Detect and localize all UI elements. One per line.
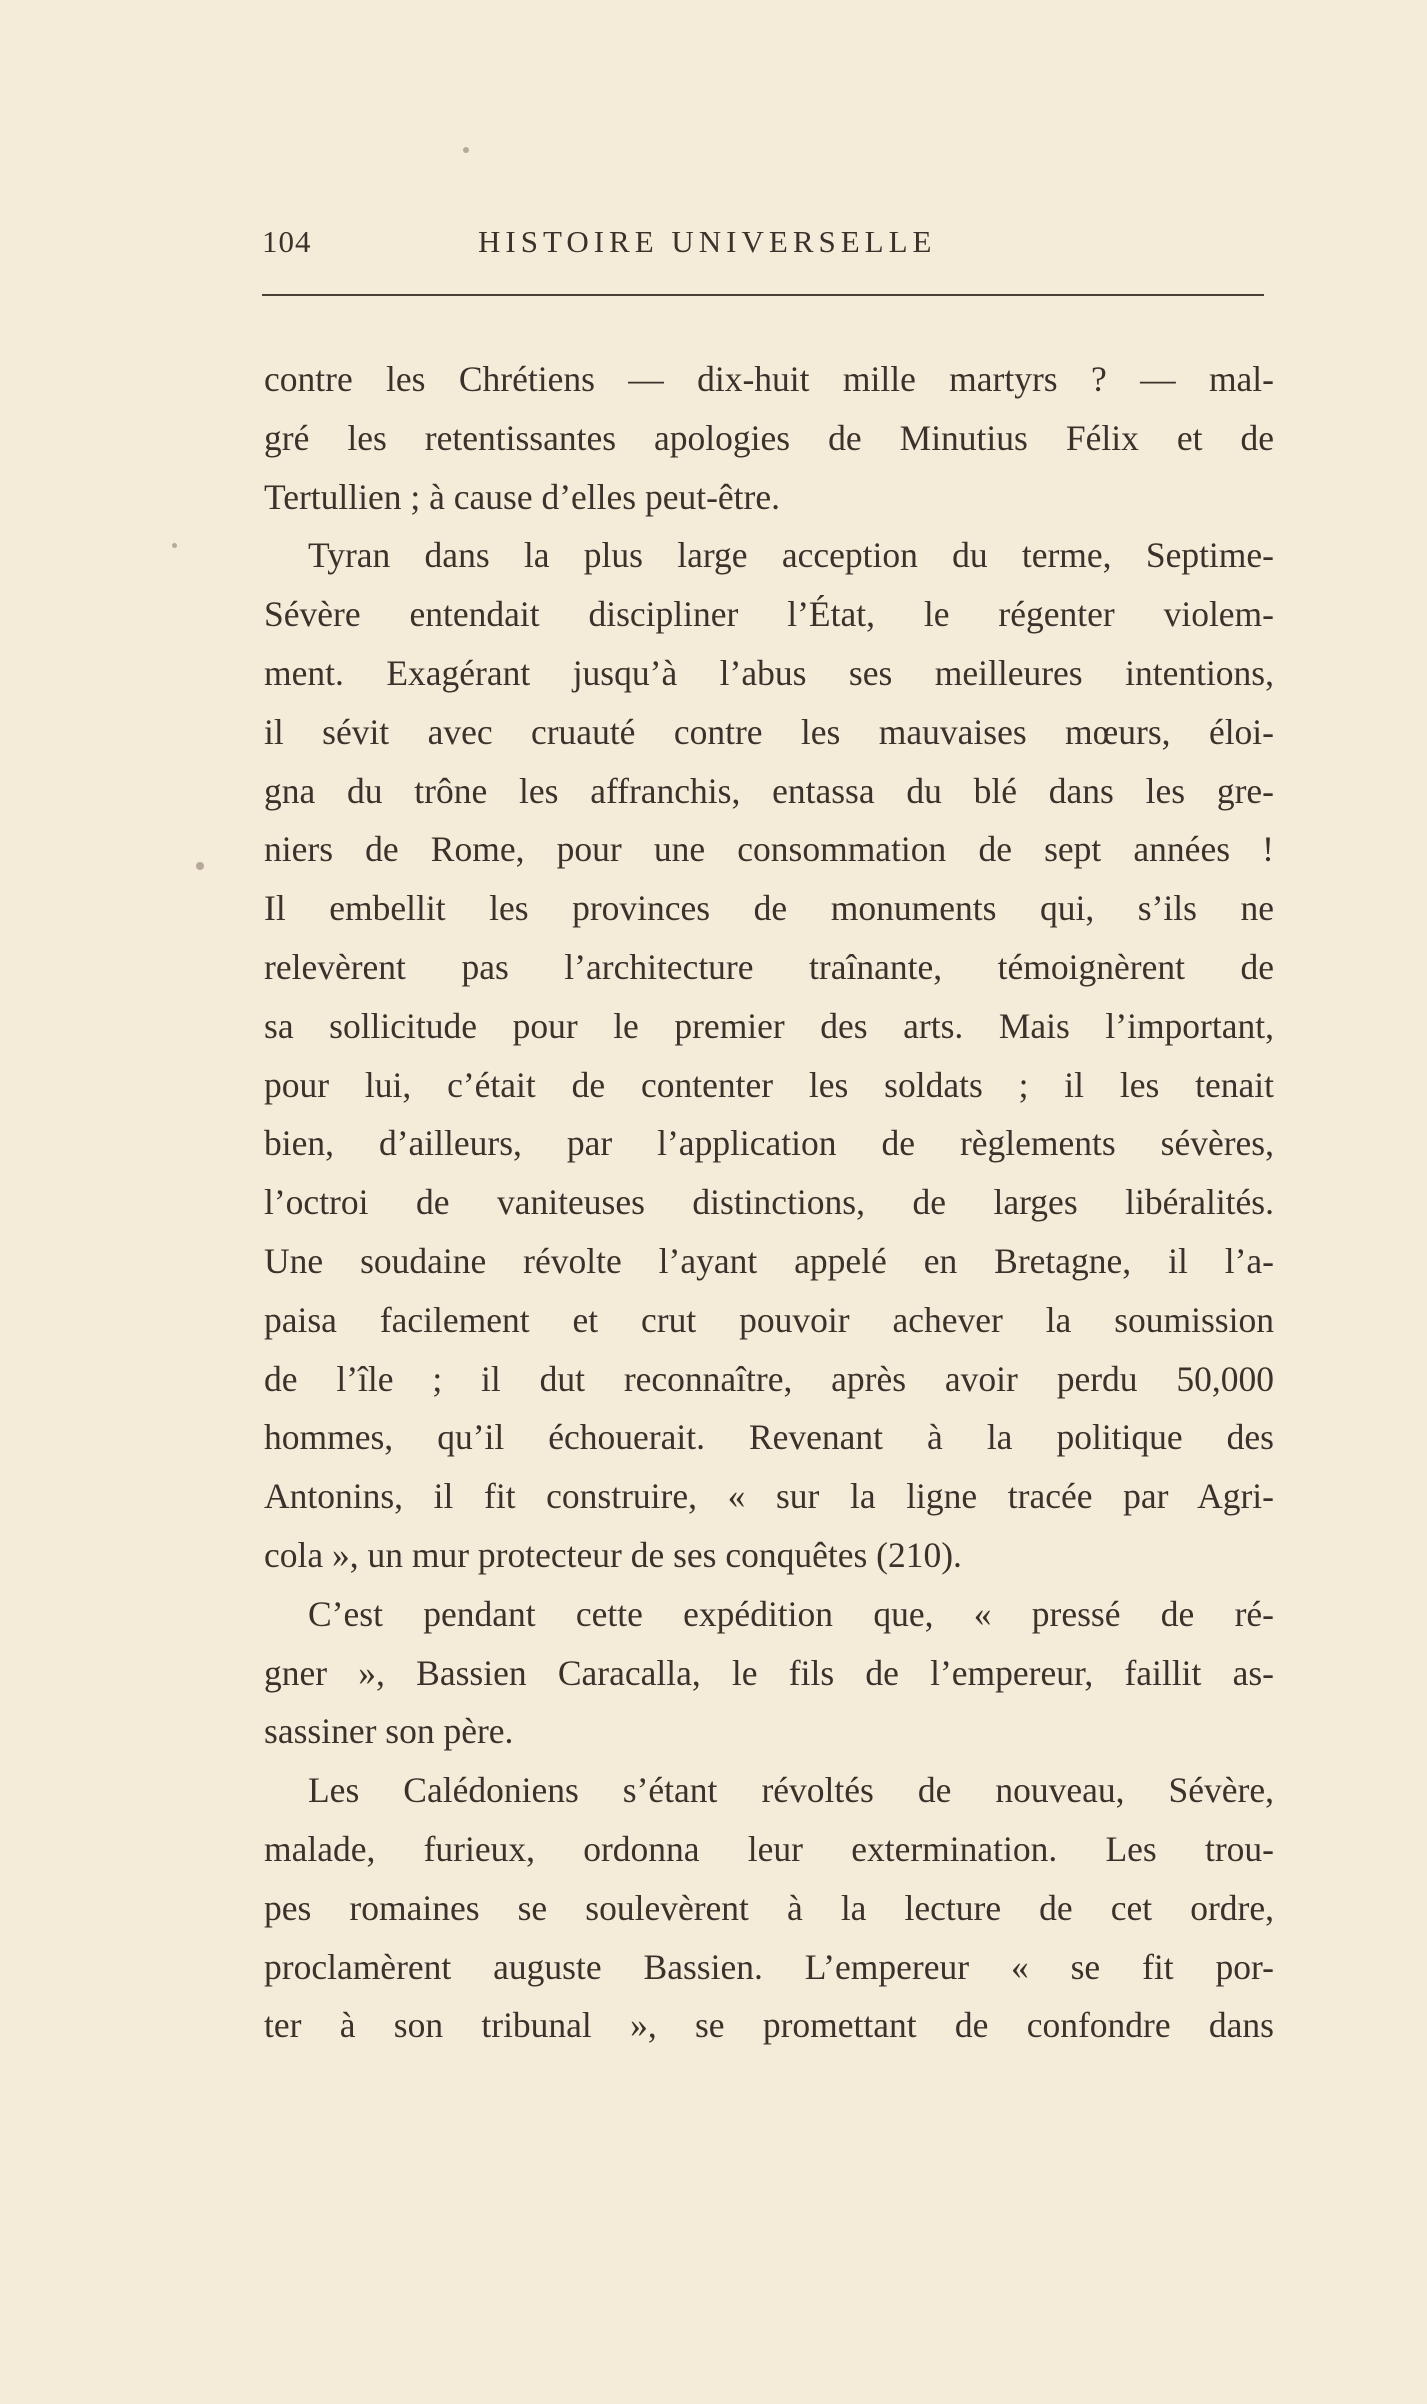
text-line: Une soudaine révolte l’ayant appelé en Bretagne, il l’a-	[264, 1240, 1274, 1281]
text-line: pes romaines se soulevèrent à la lecture de cet ordre,	[264, 1887, 1274, 1928]
text-line: contre les Chrétiens — dix-huit mille martyrs ? — mal-	[264, 359, 1274, 399]
text-line: proclamèrent auguste Bassien. L’empereur « se fit por-	[264, 1946, 1274, 1987]
text-line: gner », Bassien Caracalla, le fils de l’empereur, faillit as-	[264, 1652, 1274, 1693]
paper-speck	[196, 862, 204, 870]
text-line: C’est pendant cette expédition que, « pressé de ré-	[308, 1593, 1274, 1634]
text-line: Il embellit les provinces de monuments qui, s’ils ne	[264, 888, 1274, 929]
page-header	[262, 224, 1264, 264]
text-line: relevèrent pas l’architecture traînante, témoignèrent de	[264, 946, 1274, 987]
header-rule	[262, 294, 1264, 296]
text-line: gna du trône les affranchis, entassa du blé dans les gre-	[264, 770, 1274, 811]
text-line: sa sollicitude pour le premier des arts. Mais l’important,	[264, 1005, 1274, 1046]
text-line: cola », un mur protecteur de ses conquêtes (210).	[264, 1534, 962, 1575]
text-line: l’octroi de vaniteuses distinctions, de larges libéralités.	[264, 1182, 1274, 1223]
text-line: Sévère entendait discipliner l’État, le régenter violem-	[264, 594, 1274, 635]
text-line: malade, furieux, ordonna leur extermination. Les trou-	[264, 1828, 1274, 1869]
paper-speck	[172, 543, 177, 548]
text-line: de l’île ; il dut reconnaître, après avoir perdu 50,000	[264, 1358, 1274, 1399]
text-line: il sévit avec cruauté contre les mauvaises mœurs, éloi-	[264, 711, 1274, 752]
text-line: paisa facilement et crut pouvoir achever la soumission	[264, 1299, 1274, 1340]
text-line: ter à son tribunal », se promettant de confondre dans	[264, 2005, 1274, 2046]
running-title: HISTOIRE UNIVERSELLE	[478, 224, 937, 259]
text-line: sassiner son père.	[264, 1711, 514, 1752]
page-number: 104	[262, 224, 312, 259]
text-line: Les Calédoniens s’étant révoltés de nouveau, Sévère,	[308, 1770, 1274, 1811]
text-line: niers de Rome, pour une consommation de sept années !	[264, 829, 1274, 870]
body-text	[264, 350, 1274, 2055]
text-line: Tertullien ; à cause d’elles peut-être.	[264, 476, 780, 517]
paper-speck	[463, 147, 469, 153]
text-line: hommes, qu’il échouerait. Revenant à la politique des	[264, 1417, 1274, 1458]
text-line: pour lui, c’était de contenter les soldats ; il les tenait	[264, 1064, 1274, 1105]
text-line: Antonins, il fit construire, « sur la ligne tracée par Agri-	[264, 1476, 1274, 1517]
text-line: ment. Exagérant jusqu’à l’abus ses meilleures intentions,	[264, 652, 1274, 693]
text-line: bien, d’ailleurs, par l’application de règlements sévères,	[264, 1123, 1274, 1164]
text-line: Tyran dans la plus large acception du terme, Septime-	[308, 535, 1274, 576]
text-line: gré les retentissantes apologies de Minutius Félix et de	[264, 417, 1274, 458]
